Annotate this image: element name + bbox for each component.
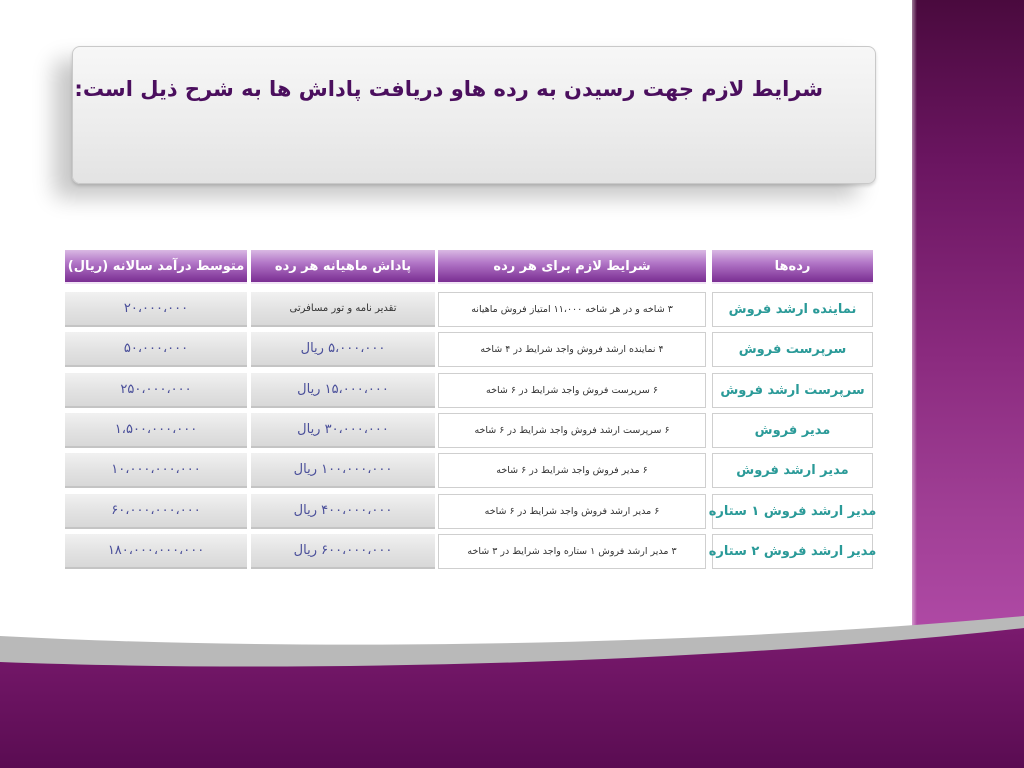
cell-conditions: ۴ نماینده ارشد فروش واجد شرایط در ۴ شاخه: [438, 332, 706, 367]
cell-income: ۲۰،۰۰۰،۰۰۰: [65, 292, 247, 327]
cell-reward: ۱۵،۰۰۰،۰۰۰ ریال: [251, 373, 435, 408]
title-box: [72, 46, 876, 184]
header-rank: رده‌ها: [712, 250, 873, 284]
bottom-wave-decoration: [0, 600, 1024, 768]
cell-rank: مدیر ارشد فروش: [712, 453, 873, 488]
cell-conditions: ۳ شاخه و در هر شاخه ۱۱،۰۰۰ امتیاز فروش ماهیانه: [438, 292, 706, 327]
cell-conditions: ۶ سرپرست فروش واجد شرایط در ۶ شاخه: [438, 373, 706, 408]
cell-reward: تقدیر نامه و تور مسافرتی: [251, 292, 435, 327]
cell-income: ۱۸۰،۰۰۰،۰۰۰،۰۰۰: [65, 534, 247, 569]
cell-reward: ۳۰،۰۰۰،۰۰۰ ریال: [251, 413, 435, 448]
cell-conditions: ۶ مدیر ارشد فروش واجد شرایط در ۶ شاخه: [438, 494, 706, 529]
cell-income: ۱،۵۰۰،۰۰۰،۰۰۰: [65, 413, 247, 448]
cell-income: ۲۵۰،۰۰۰،۰۰۰: [65, 373, 247, 408]
cell-reward: ۴۰۰،۰۰۰،۰۰۰ ریال: [251, 494, 435, 529]
header-income: متوسط درآمد سالانه (ریال): [65, 250, 247, 284]
cell-income: ۱۰،۰۰۰،۰۰۰،۰۰۰: [65, 453, 247, 488]
cell-reward: ۱۰۰،۰۰۰،۰۰۰ ریال: [251, 453, 435, 488]
cell-income: ۶۰،۰۰۰،۰۰۰،۰۰۰: [65, 494, 247, 529]
cell-conditions: ۶ سرپرست ارشد فروش واجد شرایط در ۶ شاخه: [438, 413, 706, 448]
cell-conditions: ۳ مدیر ارشد فروش ۱ ستاره واجد شرایط در ۳ شاخه: [438, 534, 706, 569]
cell-rank: مدیر فروش: [712, 413, 873, 448]
cell-rank: مدیر ارشد فروش ۲ ستاره: [712, 534, 873, 569]
right-decorative-panel: [912, 0, 1024, 640]
cell-rank: سرپرست فروش: [712, 332, 873, 367]
header-reward: پاداش ماهیانه هر رده: [251, 250, 435, 284]
cell-conditions: ۶ مدیر فروش واجد شرایط در ۶ شاخه: [438, 453, 706, 488]
cell-reward: ۵،۰۰۰،۰۰۰ ریال: [251, 332, 435, 367]
cell-reward: ۶۰۰،۰۰۰،۰۰۰ ریال: [251, 534, 435, 569]
header-conditions: شرایط لازم برای هر رده: [438, 250, 706, 284]
cell-rank: نماینده ارشد فروش: [712, 292, 873, 327]
cell-rank: مدیر ارشد فروش ۱ ستاره: [712, 494, 873, 529]
slide-title: شرایط لازم جهت رسیدن به رده هاو دریافت پاداش ها به شرح ذیل است:: [74, 77, 823, 101]
cell-income: ۵۰،۰۰۰،۰۰۰: [65, 332, 247, 367]
cell-rank: سرپرست ارشد فروش: [712, 373, 873, 408]
